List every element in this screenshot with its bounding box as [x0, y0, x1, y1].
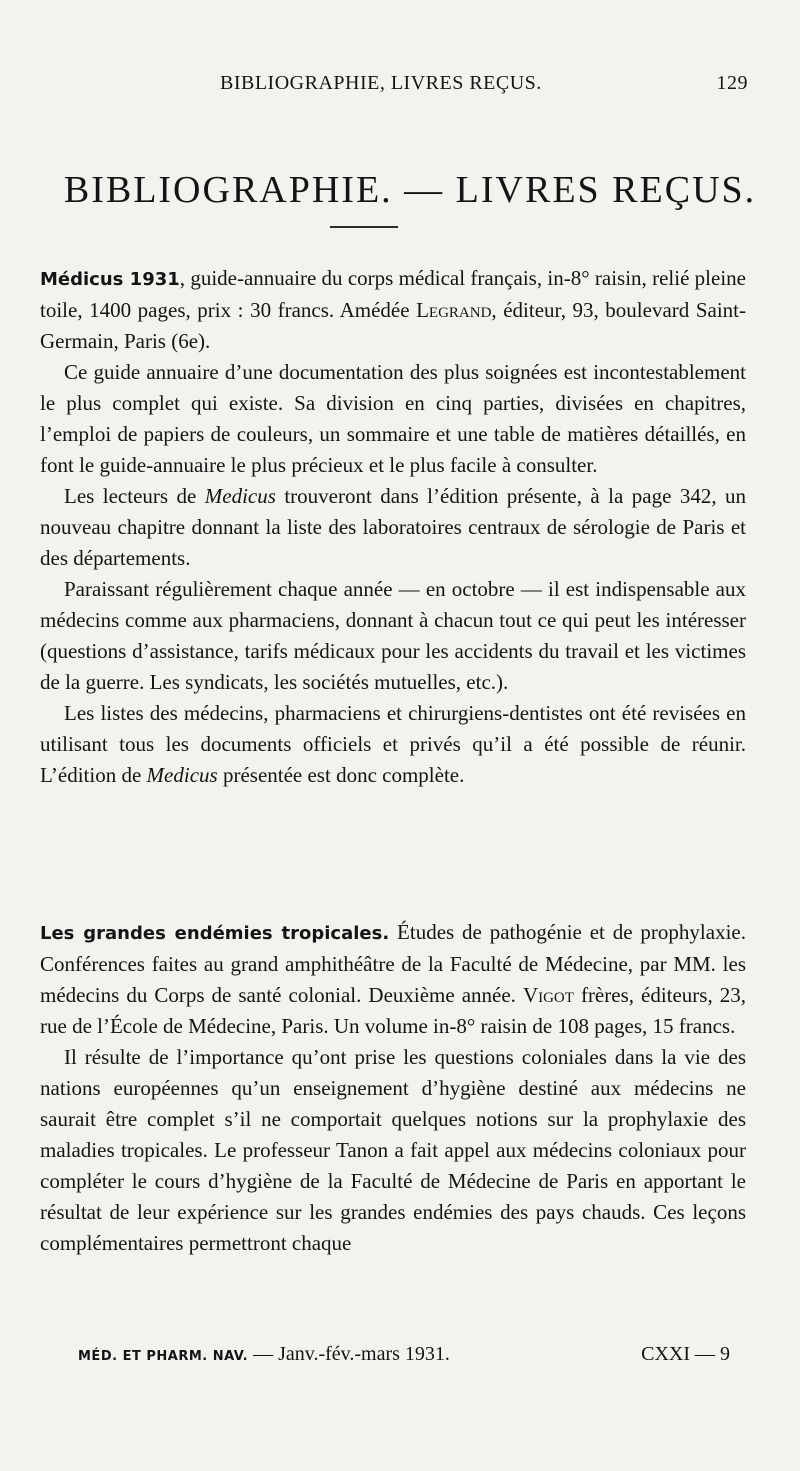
italic-title: Medicus [146, 763, 218, 787]
review-entry-endemies [40, 917, 746, 1259]
paragraph [40, 481, 746, 574]
journal-abbreviation: MÉD. ET PHARM. NAV. [78, 1349, 249, 1364]
publisher-name: Vigot [522, 983, 574, 1007]
paragraph-text: présentée est donc complète. [217, 763, 465, 787]
citation-text-a: Études de pathogénie et de prophylaxie. Conférences faites au grand amphithéâtre de la Faculté de Médecine, par MM. les médecins du Corps de santé colonial. Deuxième année. [40, 920, 746, 1007]
paragraph-text: Les lecteurs de [64, 484, 205, 508]
footer-dash: — [248, 1343, 279, 1365]
page-footer [78, 1343, 730, 1373]
paragraph-text: trouveront dans l’édition présente, à la page 342, un nouveau chapitre donnant la liste des laboratoires centraux de sérologie de Paris et des départements. [40, 484, 746, 570]
section-title: BIBLIOGRAPHIE. — LIVRES REÇUS. [63, 169, 757, 211]
citation-text-b: , éditeur, 93, boulevard Saint-Germain, Paris (6e). [40, 298, 746, 353]
paragraph: Ce guide annuaire d’une documentation des plus soignées est incontestablement le plus complet qui existe. Sa division en cinq parties, divisées en chapitres, l’emploi de papiers de couleurs, un sommaire et une table de matières détaillés, en font le guide-annuaire le plus précieux et le plus facile à consulter. [40, 360, 746, 477]
entry-title: Les grandes endémies tropicales. [40, 923, 390, 944]
review-entry-medicus [40, 263, 746, 791]
issue-date: Janv.-fév.-mars 1931. [278, 1343, 450, 1365]
running-head-title: BIBLIOGRAPHIE, LIVRES REÇUS. [220, 72, 542, 94]
citation-text-a: , guide-annuaire du corps médical français, in-8° raisin, relié pleine toile, 1400 pages, prix : 30 francs. Amédée [40, 266, 746, 322]
paragraph: Paraissant régulièrement chaque année — en octobre — il est indispensable aux médecins comme aux pharmaciens, donnant à chacun tout ce qui peut les intéresser (questions d’assistance, tarifs médicaux pour les accidents du travail et les victimes de la guerre. Les syndicats, les sociétés mutuelles, etc.). [40, 577, 746, 694]
italic-title: Medicus [204, 484, 276, 508]
publisher-name: Legrand [416, 298, 492, 322]
paragraph [40, 698, 746, 791]
paragraph-text: Les listes des médecins, pharmaciens et chirurgiens-dentistes ont été revisées en utilisant tous les documents officiels et privés qu’il a été possible de réunir. L’édition de [40, 701, 746, 787]
entry-citation [40, 917, 746, 1042]
page-number: 129 [716, 72, 748, 94]
footer-journal [78, 1343, 450, 1366]
entry-citation [40, 263, 746, 357]
citation-text-b: frères, éditeurs, 23, rue de l’École de Médecine, Paris. Un volume in-8° raisin de 108 pages, 15 francs. [40, 983, 746, 1038]
signature-mark: CXXI — 9 [641, 1343, 730, 1365]
paragraph: Il résulte de l’importance qu’ont prise les questions coloniales dans la vie des nations européennes qu’un enseignement d’hygiène destiné aux médecins ne saurait être complet s’il ne comportait quelques notions sur la prophylaxie des maladies tropicales. Le professeur Tanon a fait appel aux médecins coloniaux pour compléter le cours d’hygiène de la Faculté de Médecine de Paris en apportant le résultat de leur expérience sur les grandes endémies des pays chauds. Ces leçons complémentaires permettront chaque [40, 1045, 746, 1255]
running-head [70, 72, 748, 102]
entry-title: Médicus 1931 [40, 269, 180, 290]
title-rule [330, 226, 398, 228]
